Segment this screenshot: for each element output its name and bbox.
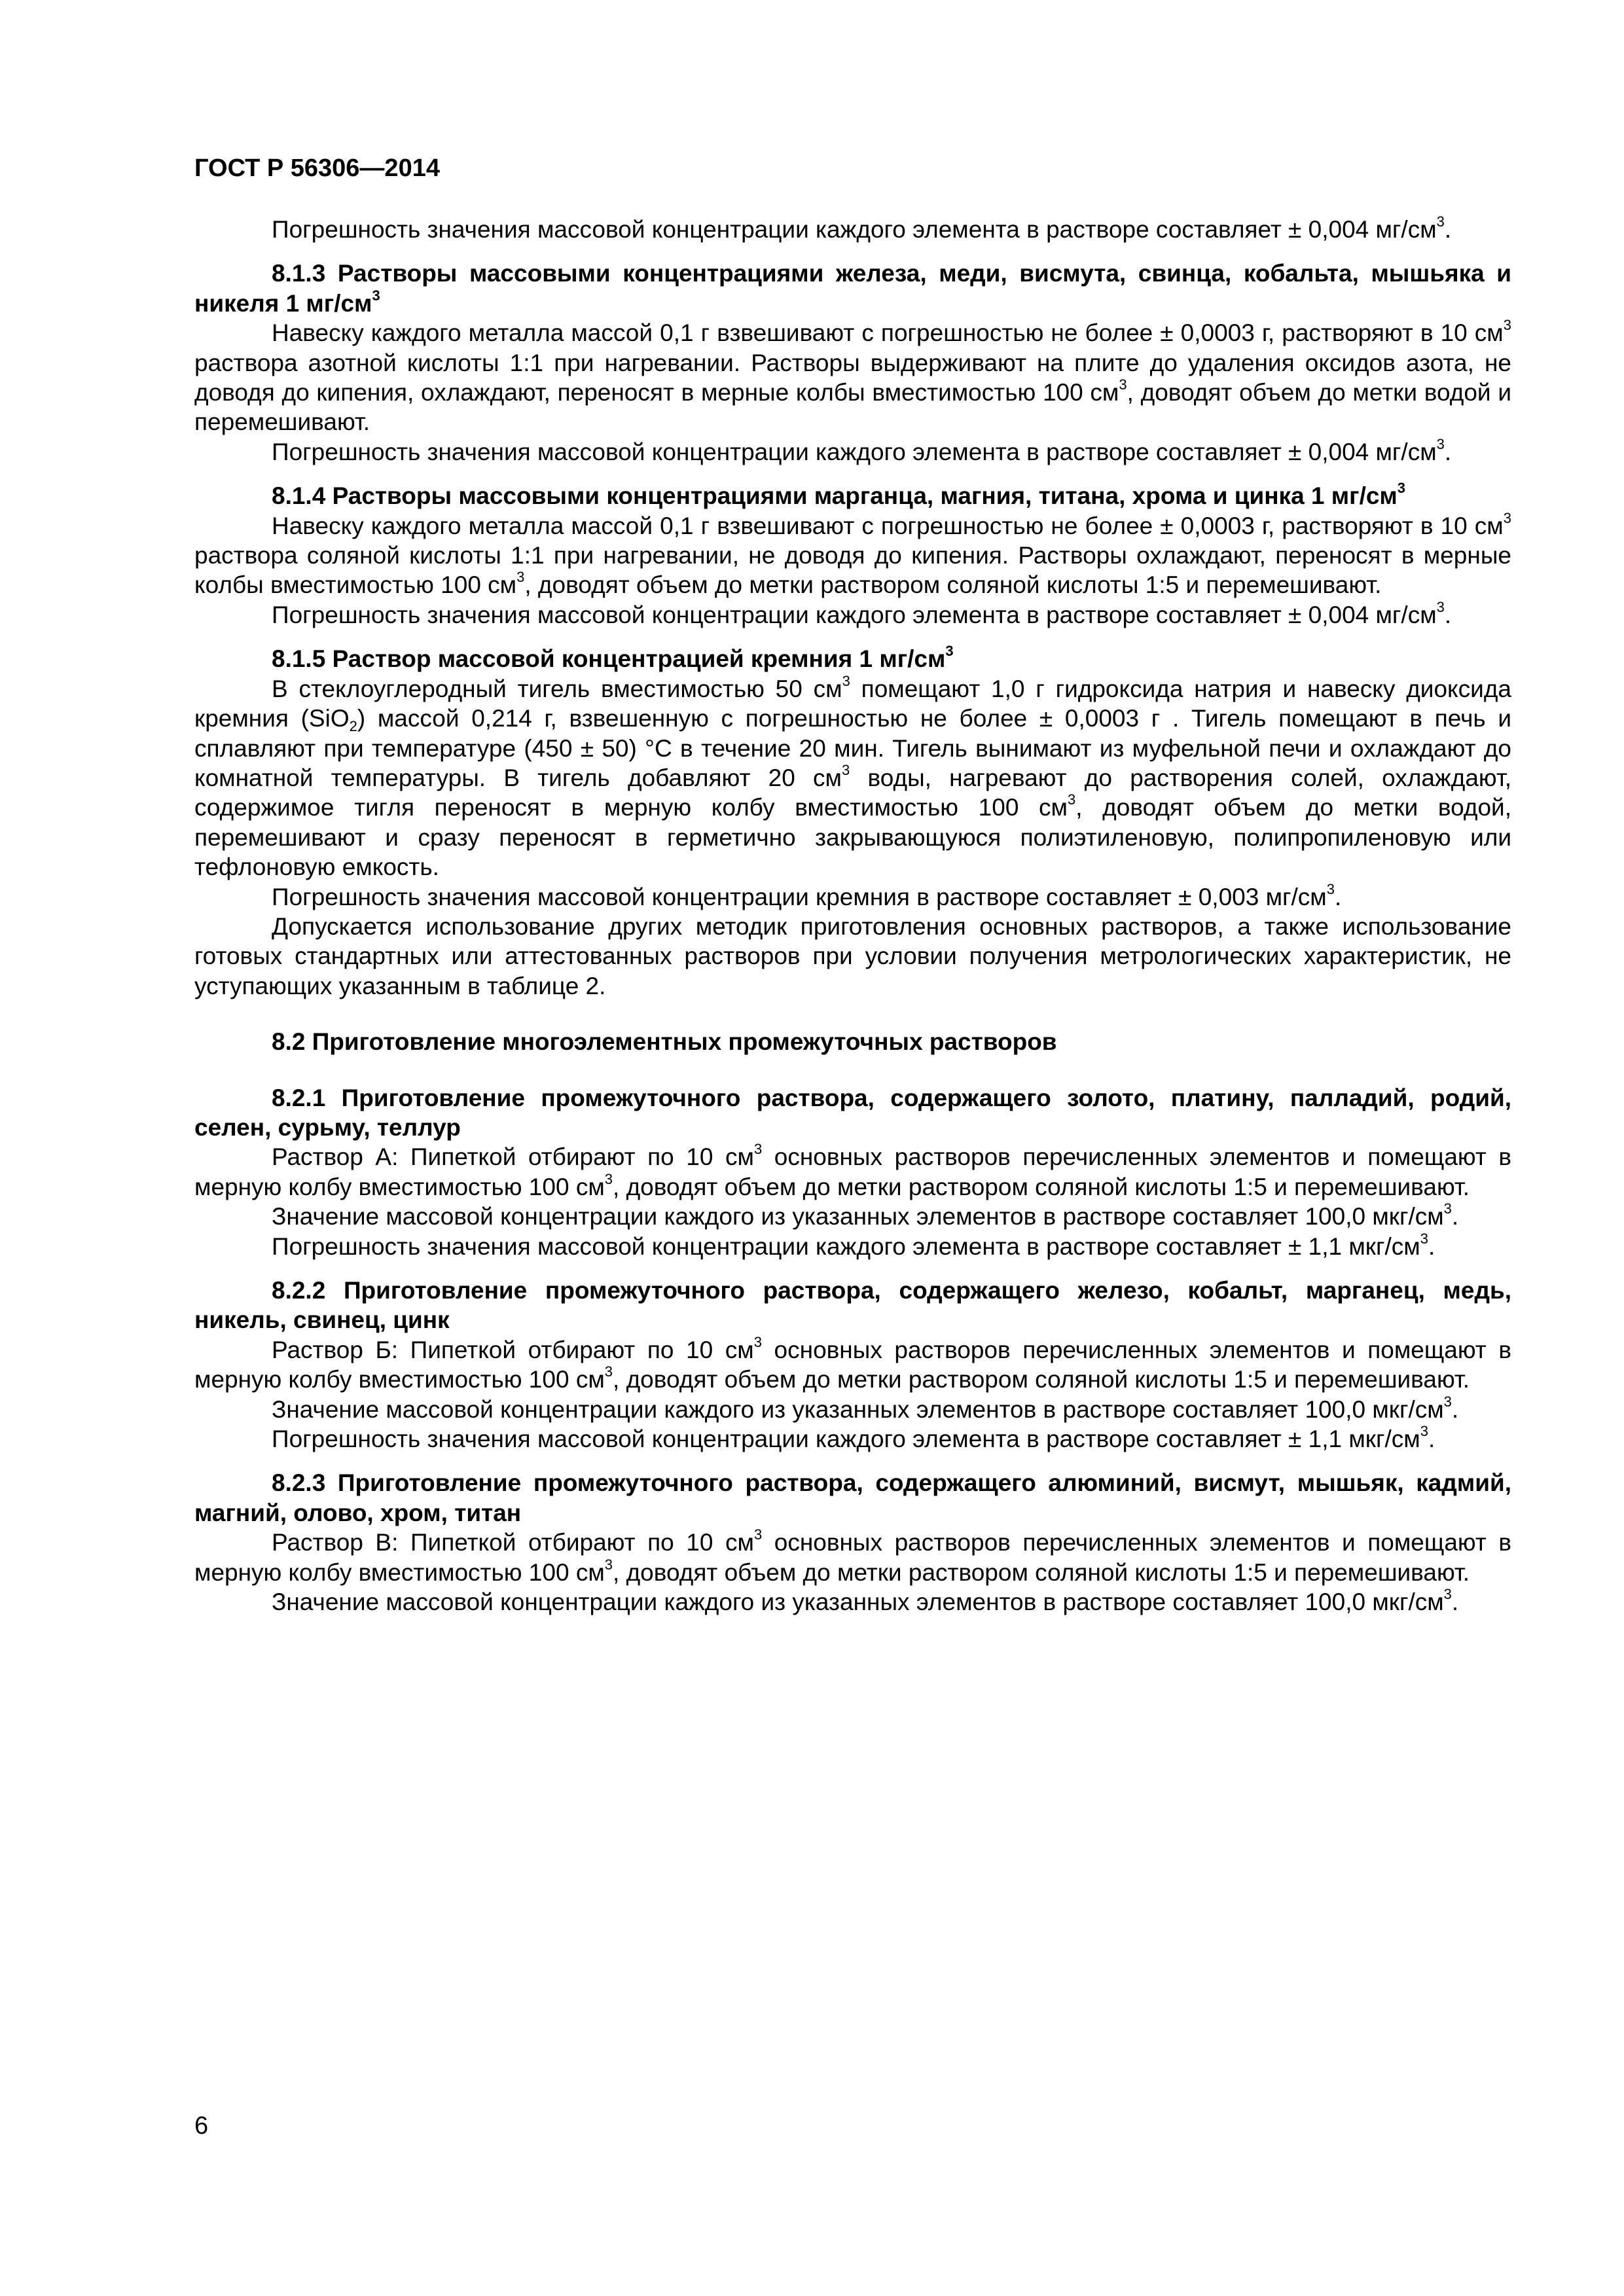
paragraph: Раствор А: Пипеткой отбирают по 10 $см^3$ основных растворов перечисленных элементов и помещают в мерную колбу вместимостью 100 $см^3$, доводят объем до метки раствором соляной кислоты 1:5 и перемешивают.: [194, 1141, 1512, 1200]
document-header: ГОСТ Р 56306—2014: [194, 154, 440, 182]
paragraph: Навеску каждого металла массой 0,1 г взвешивают с погрешностью не более ± 0,0003 г, растворяют в 10 $см^3$ раствора азотной кислоты 1:1 при нагревании. Растворы выдерживают на плите до удаления оксидов азота, не доводя до кипения, охлаждают, переносят в мерные колбы вместимостью 100 $см^3$, доводят объем до метки водой и перемешивают.: [194, 317, 1511, 436]
page-number: 6: [194, 2112, 209, 2140]
paragraph: В стеклоуглеродный тигель вместимостью 50 $см^3$ помещают 1,0 г гидроксида натрия и навеску диоксида кремния (SiO$_2$) массой 0,214 г, взвешенную с погрешностью не более ± 0,0003 г . Тигель помещают в печь и сплавляют при температуре (450 ± 50) °С в течение 20 мин. Тигель вынимают из муфельной печи и охлаждают до комнатной температуры. В тигель добавляют 20 $см^3$ воды, нагревают до растворения солей, охлаждают, содержимое тигля переносят в мерную колбу вместимостью 100 $см^3$, доводят объем до метки водой, перемешивают и сразу переносят в герметично закрывающуюся полиэтиленовую, полипропиленовую или тефлоновую емкость.: [194, 672, 1512, 881]
section-heading: 8.2.3 Приготовление промежуточного раствора, содержащего алюминий, висмут, мышьяк, кадмий, магний, олово, хром, титан: [194, 1469, 1511, 1526]
section-heading: 8.2 Приготовление многоэлементных промежуточных растворов: [272, 1028, 1057, 1056]
paragraph: Допускается использование других методик приготовления основных растворов, а также использование готовых стандартных или аттестованных растворов при условии получения метрологических характеристик, не уступающих указанным в таблице 2.: [194, 912, 1511, 999]
paragraph: Раствор Б: Пипеткой отбирают по 10 $см^3$ основных растворов перечисленных элементов и помещают в мерную колбу вместимостью 100 $см^3$, доводят объем до метки раствором соляной кислоты 1:5 и перемешивают.: [194, 1333, 1511, 1393]
paragraph: Погрешность значения массовой концентрации каждого элемента в растворе составляет ± 0,004 $мг/см^3$.: [272, 213, 1452, 243]
paragraph: Погрешность значения массовой концентрации кремния в растворе составляет ± 0,003 $мг/см^3$.: [272, 880, 1342, 910]
section-heading: 8.1.5 Раствор массовой концентрацией кремния 1 $мг/см^3$: [272, 643, 954, 673]
paragraph: Погрешность значения массовой концентрации каждого элемента в растворе составляет ± 1,1 мкг/$см^3$.: [272, 1423, 1435, 1453]
paragraph: Навеску каждого металла массой 0,1 г взвешивают с погрешностью не более ± 0,0003 г, растворяют в 10 $см^3$ раствора соляной кислоты 1:1 при нагревании, не доводя до кипения. Растворы охлаждают, переносят в мерные колбы вместимостью 100 $см^3$, доводят объем до метки раствором соляной кислоты 1:5 и перемешивают.: [194, 509, 1511, 599]
section-heading: 8.1.3 Растворы массовыми концентрациями железа, меди, висмута, свинца, кобальта, мышьяка и никеля 1 $мг/см^3$: [194, 260, 1511, 317]
paragraph: Погрешность значения массовой концентрации каждого элемента в растворе составляет ± 0,004 $мг/см^3$.: [272, 598, 1452, 628]
section-heading: 8.2.2 Приготовление промежуточного раствора, содержащего железо, кобальт, марганец, медь, никель, свинец, цинк: [194, 1277, 1511, 1334]
paragraph: Значение массовой концентрации каждого из указанных элементов в растворе составляет 100,0 мкг/$см^3$.: [272, 1200, 1459, 1230]
document-body: [194, 215, 1511, 1617]
paragraph: Раствор В: Пипеткой отбирают по 10 $см^3$ основных растворов перечисленных элементов и помещают в мерную колбу вместимостью 100 $см^3$, доводят объем до метки раствором соляной кислоты 1:5 и перемешивают.: [194, 1526, 1512, 1586]
section-heading: 8.2.1 Приготовление промежуточного раствора, содержащего золото, платину, палладий, родий, селен, сурьму, теллур: [194, 1084, 1511, 1141]
paragraph: Значение массовой концентрации каждого из указанных элементов в растворе составляет 100,0 мкг/$см^3$.: [272, 1393, 1459, 1423]
paragraph: Погрешность значения массовой концентрации каждого элемента в растворе составляет ± 1,1 мкг/$см^3$.: [272, 1230, 1435, 1260]
section-heading: 8.1.4 Растворы массовыми концентрациями марганца, магния, титана, хрома и цинка 1 $мг/см^3$: [272, 480, 1406, 510]
paragraph: Значение массовой концентрации каждого из указанных элементов в растворе составляет 100,0 мкг/$см^3$.: [272, 1586, 1459, 1616]
paragraph: Погрешность значения массовой концентрации каждого элемента в растворе составляет ± 0,004 $мг/см^3$.: [272, 435, 1452, 465]
